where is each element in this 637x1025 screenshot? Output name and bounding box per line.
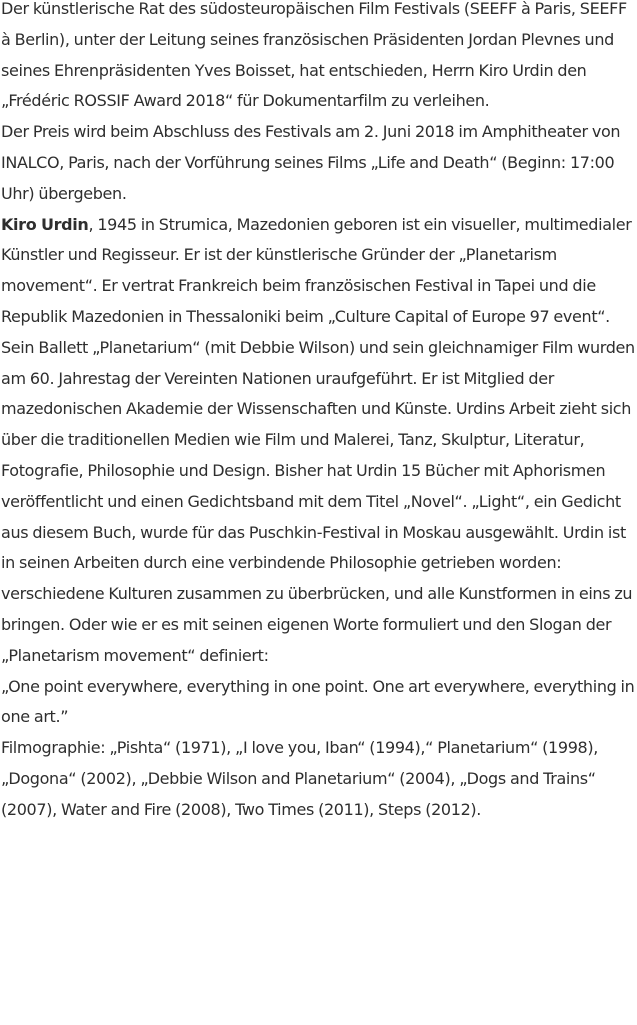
paragraph-award-ceremony: Der Preis wird beim Abschluss des Festivals am 2. Juni 2018 im Amphitheater von INALCO, Paris, nach der Vorführung seines Films „Life and Death“ (Beginn: 17:00 Uhr) übergeben. bbox=[1, 122, 621, 203]
paragraph-award-announcement: Der künstlerische Rat des südosteuropäischen Film Festivals (SEEFF à Paris, SEEFF à Berlin), unter der Leitung seines französischen Präsidenten Jordan Plevnes und seines Ehrenpräsidenten Yves Boisset, hat entschieden, Herrn Kiro Urdin den „Frédéric ROSSIF Award 2018“ für Dokumentarfilm zu verleihen. bbox=[1, 0, 627, 111]
paragraph-biography bbox=[1, 210, 637, 672]
paragraph-filmography: Filmographie: „Pishta“ (1971), „I love you, Iban“ (1994),“ Planetarium“ (1998), „Dogona“ (2002), „Debbie Wilson and Planetarium“ (2004), „Dogs and Trains“ (2007), Water and Fire (2008), Two Times (2011), Steps (2012). bbox=[1, 738, 598, 819]
artist-name: Kiro Urdin bbox=[1, 214, 89, 234]
paragraph-slogan-quote: „One point everywhere, everything in one point. One art everywhere, everything in one art.” bbox=[1, 676, 635, 727]
biography-text: , 1945 in Strumica, Mazedonien geboren ist ein visueller, multimedialer Künstler und Regisseur. Er ist der künstlerische Gründer der „Planetarism movement“. Er vertrat Frankreich beim französischen Festival in Tapei und die Republik Mazedonien in Thessaloniki beim „Culture Capital of Europe 97 event“. Sein Ballett „Planetarium“ (mit Debbie Wilson) und sein gleichnamiger Film wurden am 60. Jahrestag der Vereinten Nationen uraufgeführt. Er ist Mitglied der mazedonischen Akademie der Wissenschaften und Künste. Urdins Arbeit zieht sich über die traditionellen Medien wie Film und Malerei, Tanz, Skulptur, Literatur, Fotografie, Philosophie und Design. Bisher hat Urdin 15 Bücher mit Aphorismen veröffentlicht und einen Gedichtsband mit dem Titel „Novel“. „Light“, ein Gedicht aus diesem Buch, wurde für das Puschkin-Festival in Moskau ausgewählt. Urdin ist in seinen Arbeiten durch eine verbindende Philosophie getrieben worden: verschiedene Kulturen zusammen zu überbrücken, und alle Kunstformen in eins zu bringen. Oder wie er es mit seinen eigenen Worte formuliert und den Slogan der „Planetarism movement“ definiert: bbox=[1, 214, 635, 665]
